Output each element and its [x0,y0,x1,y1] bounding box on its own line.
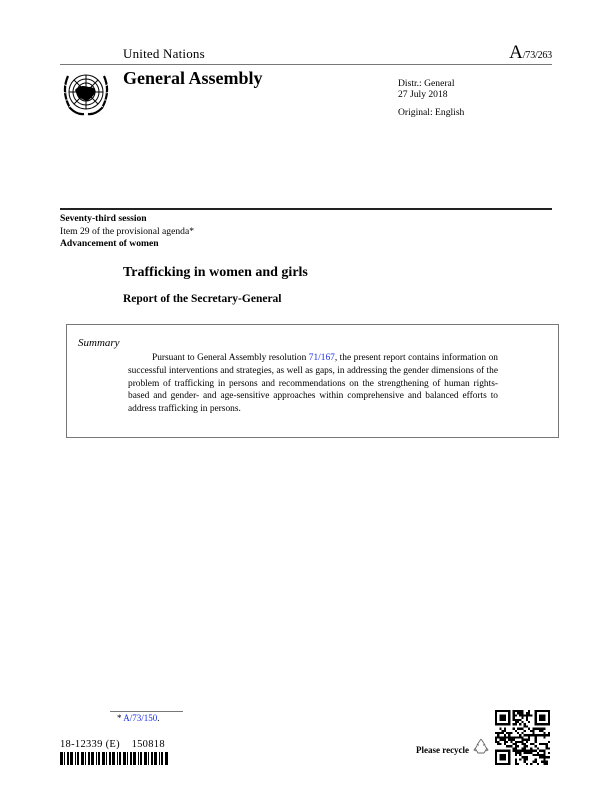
qr-module [499,728,501,730]
barcode-bar [130,752,132,765]
qr-module [513,717,515,719]
qr-module [517,745,519,747]
qr-module [519,728,521,730]
qr-module [499,736,501,738]
qr-module [548,734,550,736]
qr-module [519,714,521,716]
qr-module [535,750,537,752]
qr-module [521,710,523,712]
qr-module [524,743,526,745]
qr-module [508,734,510,736]
symbol-prefix: A [509,42,523,63]
qr-module [526,750,528,752]
barcode-bar [159,752,160,765]
barcode-bar [91,752,94,765]
recycle-icon [472,737,490,755]
qr-module [499,714,506,721]
qr-module [528,752,530,754]
qr-module [528,750,530,752]
qr-module [546,734,548,736]
qr-module [510,741,512,743]
qr-module [539,756,541,758]
qr-module [524,725,526,727]
qr-module [524,750,526,752]
qr-module [513,710,515,712]
qr-module [513,747,515,749]
qr-module [521,739,523,741]
barcode-bar [75,752,76,765]
qr-module [526,717,528,719]
qr-module [504,728,506,730]
document-title: Trafficking in women and girls [123,265,308,280]
qr-module [515,758,517,760]
qr-module [526,756,528,758]
qr-module [526,734,528,736]
qr-module [524,752,526,754]
qr-module [535,745,537,747]
qr-module [513,736,515,738]
qr-module [521,712,523,714]
body-title: General Assembly [123,68,263,88]
qr-module [497,741,499,743]
summary-text-start: Pursuant to General Assembly resolution [152,353,309,363]
qr-module [526,725,528,727]
qr-module [513,728,515,730]
barcode-bar [127,752,128,765]
qr-module [530,747,532,749]
qr-module [530,714,532,716]
qr-module [519,710,521,712]
qr-module [543,761,545,763]
barcode-icon [60,752,170,765]
qr-module [528,734,530,736]
qr-module [515,750,517,752]
qr-module [521,736,523,738]
qr-module [526,739,528,741]
qr-module [532,732,534,734]
distribution: Distr.: General [398,78,455,89]
qr-module [513,714,515,716]
qr-module [515,743,517,745]
qr-module [539,714,546,721]
qr-module [541,756,543,758]
qr-module [499,754,506,761]
qr-module [519,752,521,754]
qr-module [526,745,528,747]
recycle-label: Please recycle [416,745,470,755]
qr-module [532,734,534,736]
barcode-bar [138,752,139,765]
qr-module [495,736,497,738]
qr-module [515,723,517,725]
qr-module [506,741,508,743]
qr-module [497,734,499,736]
qr-module [539,734,541,736]
barcode-bar [98,752,100,765]
qr-module [541,743,543,745]
barcode-bar [133,752,136,765]
qr-module [515,710,517,712]
qr-module [530,734,532,736]
barcode-bar [67,752,69,765]
qr-module [546,743,548,745]
agenda-topic: Advancement of women [60,238,159,249]
qr-module [508,739,510,741]
qr-module [515,747,517,749]
qr-module [506,732,508,734]
qr-module [513,750,515,752]
qr-module [546,747,548,749]
qr-module [548,741,550,743]
barcode-bar [112,752,115,765]
qr-module [519,736,521,738]
qr-module [532,730,534,732]
qr-module [532,761,534,763]
barcode-bar [109,752,111,765]
barcode-bar [161,752,163,765]
qr-module [519,754,521,756]
qr-module [528,710,530,712]
qr-module [524,734,526,736]
barcode-bar [140,752,142,765]
resolution-link[interactable]: 71/167 [308,353,335,363]
qr-module [537,747,539,749]
qr-module [521,747,523,749]
qr-module [504,736,506,738]
barcode-bar [148,752,149,765]
qr-module [521,741,523,743]
qr-module [537,754,539,756]
qr-module [502,739,504,741]
qr-module [517,736,519,738]
qr-module [495,732,497,734]
document-subtitle: Report of the Secretary-General [123,293,282,305]
barcode-bar [144,752,147,765]
qr-module [526,758,528,760]
barcode-bar [154,752,157,765]
qr-module [506,745,508,747]
qr-module [515,714,517,716]
qr-module [502,730,504,732]
qr-module [515,763,517,765]
section-rule [60,208,552,210]
qr-module [537,734,539,736]
qr-module [521,714,523,716]
qr-module [515,721,517,723]
distribution-block [398,78,454,100]
barcode-bar [70,752,73,765]
qr-module [519,758,521,760]
session-block [60,213,194,251]
qr-module [513,743,515,745]
summary-heading: Summary [78,337,120,349]
qr-module [532,743,534,745]
qr-module [513,712,515,714]
qr-module [532,754,534,756]
qr-module [535,761,537,763]
barcode-bar [119,752,121,765]
barcode-bar [165,752,168,765]
qr-module [510,736,512,738]
qr-module [539,750,541,752]
qr-module [521,732,523,734]
qr-module [548,747,550,749]
qr-module [528,736,530,738]
barcode-bar [96,752,97,765]
qr-module [521,721,523,723]
qr-module [543,728,545,730]
qr-module [515,741,517,743]
qr-module [513,723,515,725]
qr-module [528,739,530,741]
qr-module [524,761,526,763]
qr-module [530,750,532,752]
qr-module [546,745,548,747]
qr-module [499,739,501,741]
qr-module [548,752,550,754]
qr-module [524,723,526,725]
qr-module [515,730,517,732]
qr-module [528,712,530,714]
qr-module [541,734,543,736]
qr-module [504,743,506,745]
qr-module [543,763,545,765]
qr-module [499,743,501,745]
qr-module [517,752,519,754]
barcode-bar [102,752,105,765]
qr-module [528,728,530,730]
qr-module [543,752,545,754]
qr-module [543,743,545,745]
qr-module [541,750,543,752]
qr-module [541,754,543,756]
footnote-rule [110,711,183,712]
qr-module [543,756,545,758]
qr-module [521,728,523,730]
qr-module [543,732,545,734]
qr-module [515,761,517,763]
header-rule [60,64,552,65]
qr-module [502,736,504,738]
footnote [117,713,160,723]
qr-module [546,761,548,763]
document-number: 18-12339 (E) 150818 [60,739,165,750]
qr-module [506,736,508,738]
original-language: Original: English [398,107,465,118]
qr-module [499,732,501,734]
qr-module [521,743,523,745]
session-name: Seventy-third session [60,213,147,224]
qr-module [521,756,523,758]
qr-module [517,763,519,765]
barcode-bar [123,752,126,765]
qr-module [541,728,543,730]
qr-module [515,752,517,754]
qr-module [519,734,521,736]
qr-module [535,728,537,730]
barcode-bar [88,752,90,765]
qr-module [508,736,510,738]
qr-module [535,754,537,756]
qr-module [513,739,515,741]
barcode-bar [85,752,86,765]
un-emblem-icon [60,68,112,118]
qr-module [513,719,515,721]
qr-module [543,734,545,736]
qr-module [526,714,528,716]
qr-module [524,756,526,758]
qr-module [526,719,528,721]
qr-module [519,712,521,714]
barcode-bar [106,752,107,765]
document-date: 27 July 2018 [398,89,448,100]
qr-module [548,756,550,758]
qr-module [543,758,545,760]
qr-module [517,750,519,752]
qr-module [504,734,506,736]
qr-module [541,761,543,763]
qr-module [517,719,519,721]
qr-module [502,732,504,734]
qr-module [539,743,541,745]
qr-module [535,736,537,738]
qr-module [530,743,532,745]
qr-module [517,728,519,730]
qr-module [526,712,528,714]
qr-module [537,752,539,754]
qr-module [530,730,532,732]
qr-module [504,730,506,732]
qr-module [526,763,528,765]
barcode-bar [117,752,118,765]
symbol-suffix: /73/263 [522,50,552,61]
qr-module [508,745,510,747]
qr-module [495,739,497,741]
qr-module [546,756,548,758]
qr-module [532,728,534,730]
qr-module [535,741,537,743]
qr-module [517,712,519,714]
qr-module [508,732,510,734]
qr-module [548,732,550,734]
summary-text-end: , the present report contains information on successful interventions and strategies, as well as gaps, in addressing the gender dimensions of the problem of trafficking in persons and recommendations on the strengthening of human rights-based and gender- and age-sensitive approaches within comprehensive and balanced efforts to address trafficking in persons. [128,353,498,415]
qr-module [515,719,517,721]
qr-module [517,721,519,723]
qr-module [519,723,521,725]
qr-module [526,752,528,754]
summary-text [128,352,498,416]
qr-module [543,736,545,738]
qr-module [537,763,539,765]
qr-module [519,719,521,721]
qr-code-icon [495,709,550,766]
qr-module [524,747,526,749]
qr-module [497,732,499,734]
qr-module [543,750,545,752]
qr-module [497,736,499,738]
qr-module [535,734,537,736]
qr-module [539,754,541,756]
qr-module [524,739,526,741]
qr-module [504,741,506,743]
qr-module [539,730,541,732]
qr-module [515,745,517,747]
qr-module [537,728,539,730]
qr-module [535,758,537,760]
qr-module [517,741,519,743]
qr-module [497,743,499,745]
document-symbol [509,42,552,64]
qr-module [535,739,537,741]
qr-module [546,763,548,765]
qr-module [530,752,532,754]
barcode-bar [81,752,84,765]
barcode-bar [60,752,63,765]
qr-module [515,736,517,738]
qr-module [539,728,541,730]
qr-module [530,763,532,765]
qr-module [528,714,530,716]
qr-module [524,758,526,760]
footnote-marker: * [117,713,124,723]
qr-module [510,745,512,747]
qr-module [515,754,517,756]
qr-module [521,750,523,752]
agenda-item: Item 29 of the provisional agenda* [60,225,195,237]
barcode-bar [64,752,65,765]
qr-module [526,741,528,743]
barcode-bar [151,752,153,765]
qr-module [510,732,512,734]
qr-module [517,732,519,734]
organization-name: United Nations [123,46,205,61]
qr-module [524,714,526,716]
qr-module [532,750,534,752]
qr-module [517,710,519,712]
qr-module [519,741,521,743]
qr-module [541,730,543,732]
footnote-trailing: . [157,713,160,723]
qr-module [543,754,545,756]
qr-module [510,739,512,741]
qr-module [521,717,523,719]
qr-module [495,741,497,743]
qr-module [504,739,506,741]
qr-module [528,721,530,723]
qr-module [524,745,526,747]
footnote-link[interactable]: A/73/150 [123,713,158,723]
qr-module [519,750,521,752]
barcode-bar [77,752,79,765]
qr-module [524,730,526,732]
